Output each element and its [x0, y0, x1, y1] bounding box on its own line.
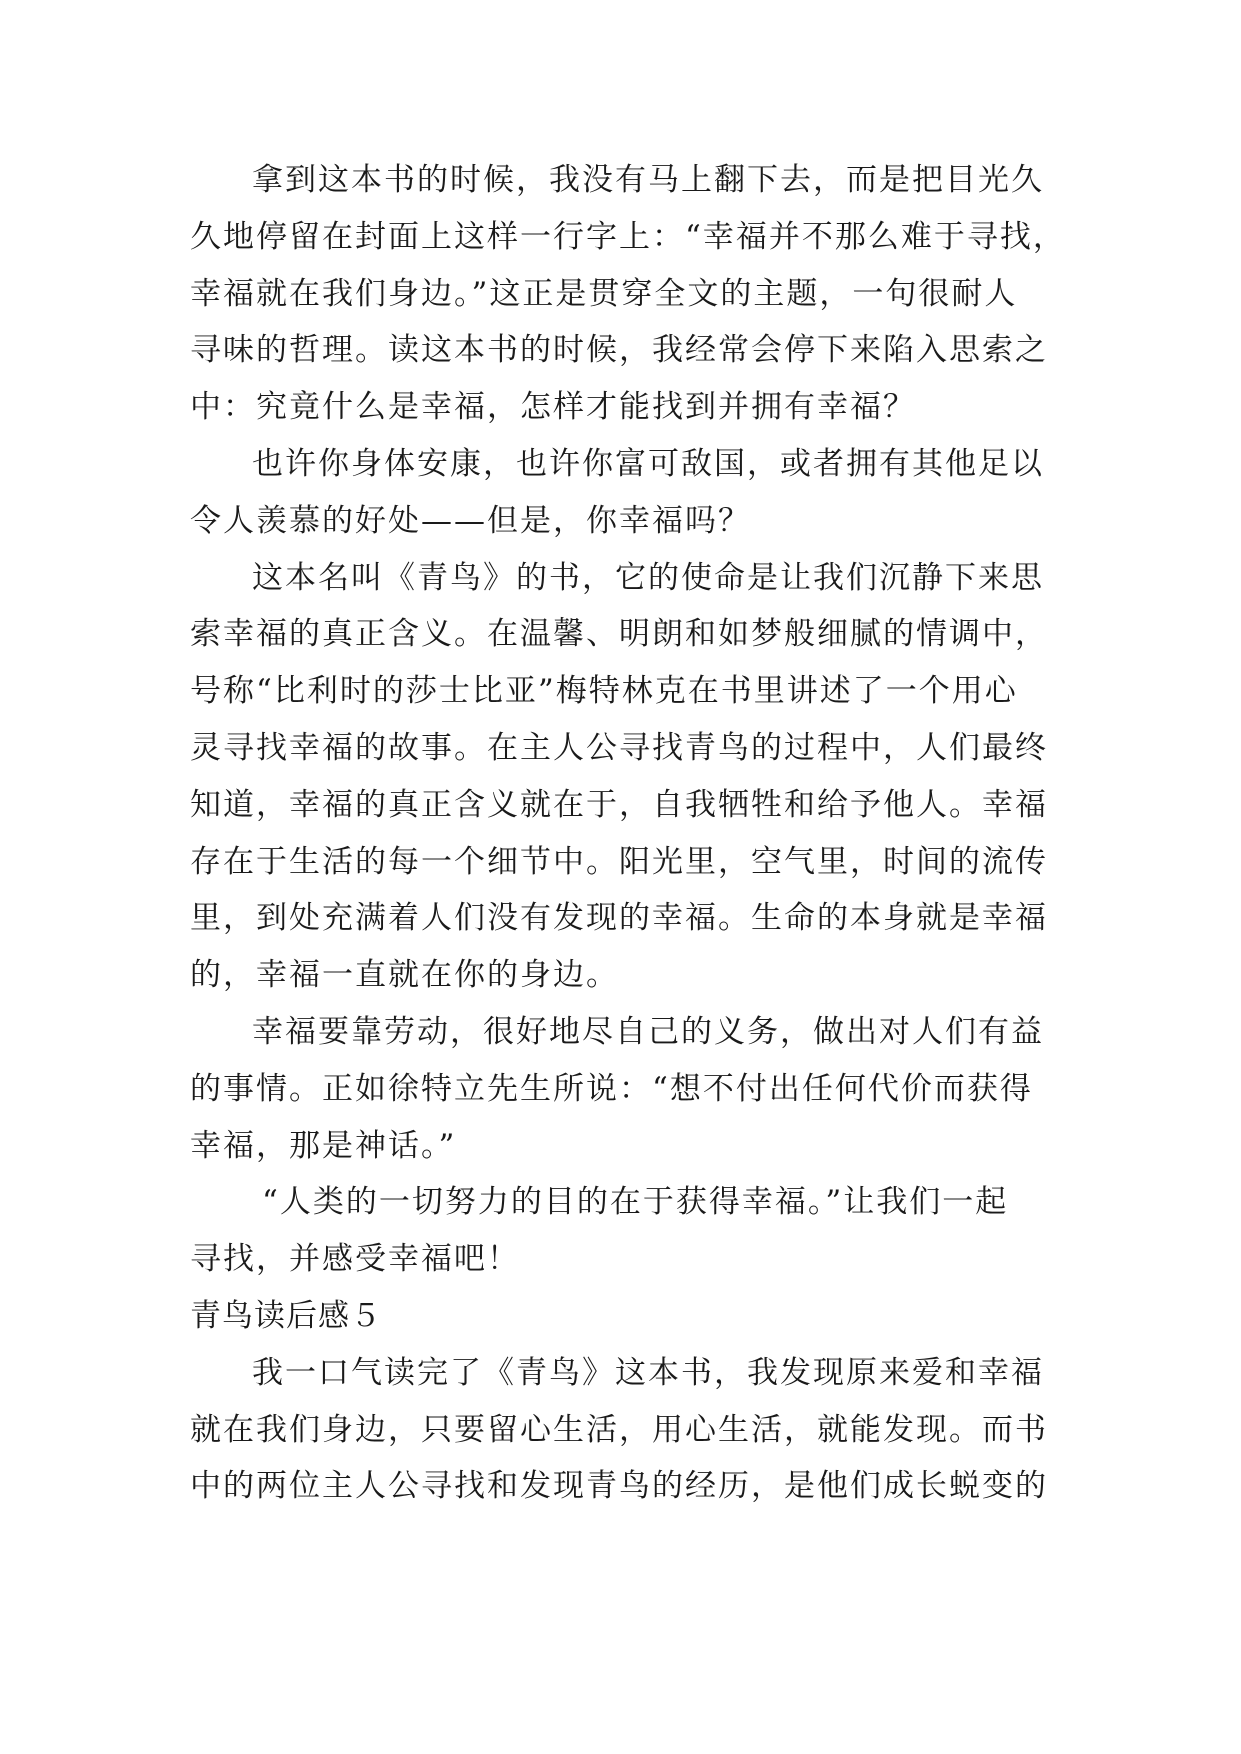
paragraph-line: 就在我们身边，只要留心生活，用心生活，就能发现。而书 — [190, 1411, 1048, 1448]
paragraph-line: 存在于生活的每一个细节中。阳光里，空气里，时间的流传 — [190, 843, 1048, 880]
paragraph-line: 我一口气读完了《青鸟》这本书，我发现原来爱和幸福 — [252, 1354, 1044, 1391]
paragraph-line: 里，到处充满着人们没有发现的幸福。生命的本身就是幸福 — [190, 900, 1048, 937]
paragraph-line: 寻味的哲理。读这本书的时候，我经常会停下来陷入思索之 — [190, 332, 1048, 369]
paragraph-line: 幸福就在我们身边。”这正是贯穿全文的主题，一句很耐人 — [190, 275, 1018, 312]
paragraph-3 — [190, 550, 1052, 1004]
paragraph-line: 的事情。正如徐特立先生所说：“想不付出任何代价而获得 — [190, 1070, 1033, 1107]
paragraph-line: 也许你身体安康，也许你富可敌国，或者拥有其他足以 — [252, 445, 1044, 482]
paragraph-line: 幸福要靠劳动，很好地尽自己的义务，做出对人们有益 — [252, 1013, 1044, 1050]
paragraph-line: “人类的一切努力的目的在于获得幸福。”让我们一起 — [262, 1184, 1009, 1221]
section-heading: 青鸟读后感５ — [190, 1297, 382, 1334]
paragraph-4 — [190, 1004, 1052, 1174]
paragraph-line: 久地停留在封面上这样一行字上：“幸福并不那么难于寻找， — [190, 218, 1066, 255]
paragraph-line: 这本名叫《青鸟》的书，它的使命是让我们沉静下来思 — [252, 559, 1044, 596]
paragraph-line: 拿到这本书的时候，我没有马上翻下去，而是把目光久 — [252, 162, 1044, 198]
paragraph-line: 幸福，那是神话。” — [190, 1127, 457, 1164]
paragraph-2 — [190, 436, 1052, 550]
paragraph-line: 索幸福的真正含义。在温馨、明朗和如梦般细腻的情调中， — [190, 616, 1048, 653]
paragraph-line: 令人羡慕的好处——但是，你幸福吗？ — [190, 502, 751, 539]
section-paragraph — [190, 1345, 1052, 1515]
paragraph-line: 中：究竟什么是幸福，怎样才能找到并拥有幸福？ — [190, 389, 916, 426]
paragraph-1 — [190, 152, 1066, 436]
paragraph-line: 的，幸福一直就在你的身边。 — [190, 957, 619, 994]
paragraph-5 — [190, 1174, 1052, 1288]
paragraph-line: 寻找，并感受幸福吧！ — [190, 1241, 520, 1278]
document-body — [190, 152, 1066, 1515]
paragraph-line: 号称“比利时的莎士比亚”梅特林克在书里讲述了一个用心 — [190, 673, 1018, 710]
paragraph-line: 中的两位主人公寻找和发现青鸟的经历，是他们成长蜕变的 — [190, 1468, 1048, 1505]
paragraph-line: 知道，幸福的真正含义就在于，自我牺牲和给予他人。幸福 — [190, 786, 1048, 823]
paragraph-line: 灵寻找幸福的故事。在主人公寻找青鸟的过程中，人们最终 — [190, 729, 1048, 766]
